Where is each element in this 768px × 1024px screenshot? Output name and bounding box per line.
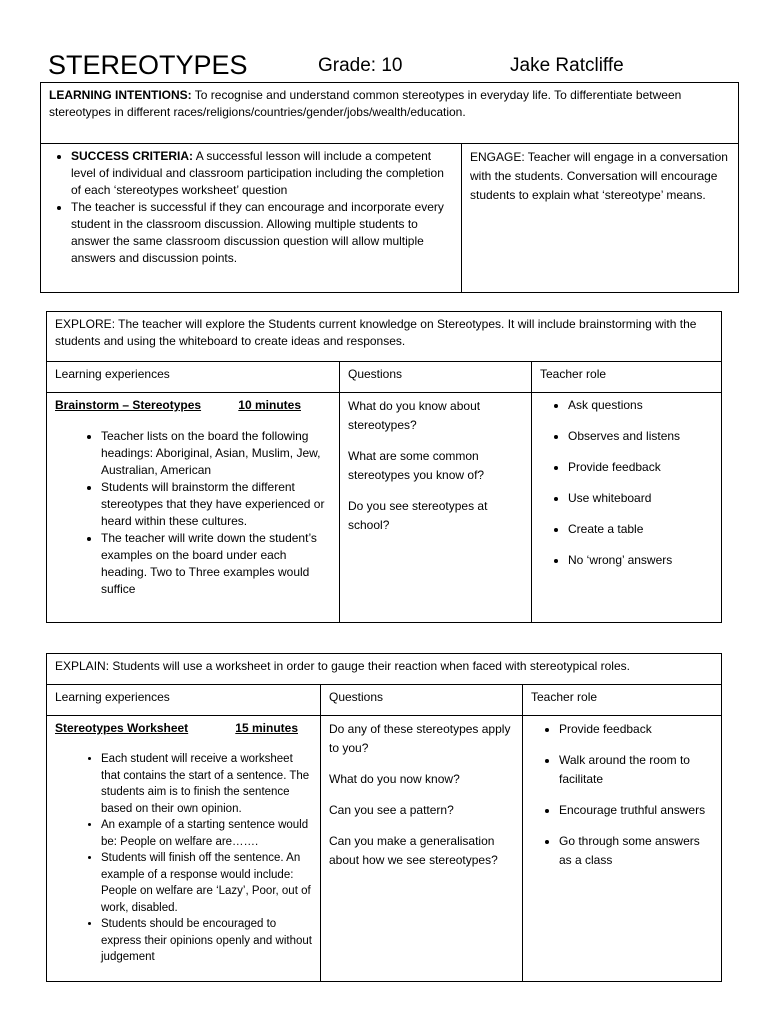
learning-intentions-cell <box>41 83 739 144</box>
list-item: • Ask questions <box>568 397 713 414</box>
question: Can you see a pattern? <box>329 803 454 817</box>
learning-intentions-text: To recognise and understand common stereotypes in everyday life. To differentiate between stereotypes in different races/religions/countries/gender/jobs/wealth/education. <box>49 88 682 119</box>
list-item: • Observes and listens <box>568 428 713 445</box>
col-header-role: Teacher role <box>523 685 722 716</box>
learning-intentions-label: LEARNING INTENTIONS: <box>49 88 192 102</box>
explain-role-cell <box>523 716 722 982</box>
explore-role-cell <box>532 393 722 623</box>
activity-heading <box>55 720 312 737</box>
grade-label: Grade: 10 <box>318 55 403 76</box>
success-criteria-text: A successful lesson will include a competent level of individual and classroom participation including the completion of each ‘stereotypes worksheet’ question <box>71 149 444 197</box>
question: What do you now know? <box>329 772 460 786</box>
author-name: Jake Ratcliffe <box>510 55 624 76</box>
list-item: • Students will brainstorm the different stereotypes that they have experienced or heard within these cultures. <box>101 479 331 530</box>
activity-title: Stereotypes Worksheet <box>55 721 189 735</box>
list-item: • Provide feedback <box>559 720 713 739</box>
question: What are some common stereotypes you know of? <box>348 449 485 482</box>
activity-duration: 10 minutes <box>238 398 301 412</box>
list-item: • Teacher lists on the board the following headings: Aboriginal, Asian, Muslim, Jew, Australian, American <box>101 428 331 479</box>
explain-questions-cell <box>321 716 523 982</box>
question: Do you see stereotypes at school? <box>348 499 488 532</box>
engage-cell <box>462 144 739 293</box>
activity-duration: 15 minutes <box>235 721 298 735</box>
list-item: • Use whiteboard <box>568 490 713 507</box>
question: What do you know about stereotypes? <box>348 399 481 432</box>
success-criteria-cell <box>41 144 462 293</box>
question: Do any of these stereotypes apply to you? <box>329 722 511 755</box>
list-item: • The teacher will write down the student’s examples on the board under each heading. Two to Three examples would suffice <box>101 530 331 598</box>
list-item <box>71 148 453 199</box>
activity-title: Brainstorm – Stereotypes <box>55 398 202 412</box>
col-header-role: Teacher role <box>532 362 722 393</box>
list-item: • Encourage truthful answers <box>559 801 713 820</box>
page-header <box>48 48 748 82</box>
col-header-questions: Questions <box>321 685 523 716</box>
col-header-questions: Questions <box>340 362 532 393</box>
success-criteria-label: SUCCESS CRITERIA: <box>71 149 194 163</box>
explore-experiences-cell <box>47 393 340 623</box>
col-header-experiences: Learning experiences <box>47 685 321 716</box>
explore-questions-cell <box>340 393 532 623</box>
list-item: • Create a table <box>568 521 713 538</box>
col-header-experiences: Learning experiences <box>47 362 340 393</box>
intentions-table <box>40 82 739 293</box>
list-item: • Each student will receive a worksheet that contains the start of a sentence. The students aim is to finish the sentence based on their own opinion. <box>101 751 312 817</box>
page-title: STEREOTYPES <box>48 50 248 80</box>
list-item: • Go through some answers as a class <box>559 832 713 870</box>
explore-intro-cell: EXPLORE: The teacher will explore the Students current knowledge on Stereotypes. It will include brainstorming with the students and using the whiteboard to create ideas and responses. <box>47 312 722 362</box>
explore-table <box>46 311 722 623</box>
list-item: • The teacher is successful if they can encourage and incorporate every student in the classroom discussion. Allowing multiple students to answer the same classroom discussion question will allow multiple answers and discussion points. <box>71 199 453 267</box>
explain-table <box>46 653 722 982</box>
list-item: • An example of a starting sentence would be: People on welfare are……. <box>101 817 312 850</box>
list-item: • Walk around the room to facilitate <box>559 751 713 789</box>
activity-heading <box>55 397 331 414</box>
explain-experiences-cell <box>47 716 321 982</box>
engage-text: ENGAGE: Teacher will engage in a conversation with the students. Conversation will encourage students to explain what ‘stereotype’ means. <box>470 150 728 202</box>
explain-intro-cell: EXPLAIN: Students will use a worksheet in order to gauge their reaction when faced with stereotypical roles. <box>47 654 722 685</box>
list-item: • No ‘wrong’ answers <box>568 552 713 569</box>
list-item: • Students will finish off the sentence. An example of a response would include: People on welfare are ‘Lazy’, Poor, out of work, disabled. <box>101 850 312 916</box>
list-item: • Provide feedback <box>568 459 713 476</box>
list-item: • Students should be encouraged to express their opinions openly and without judgement <box>101 916 312 966</box>
question: Can you make a generalisation about how we see stereotypes? <box>329 834 498 867</box>
